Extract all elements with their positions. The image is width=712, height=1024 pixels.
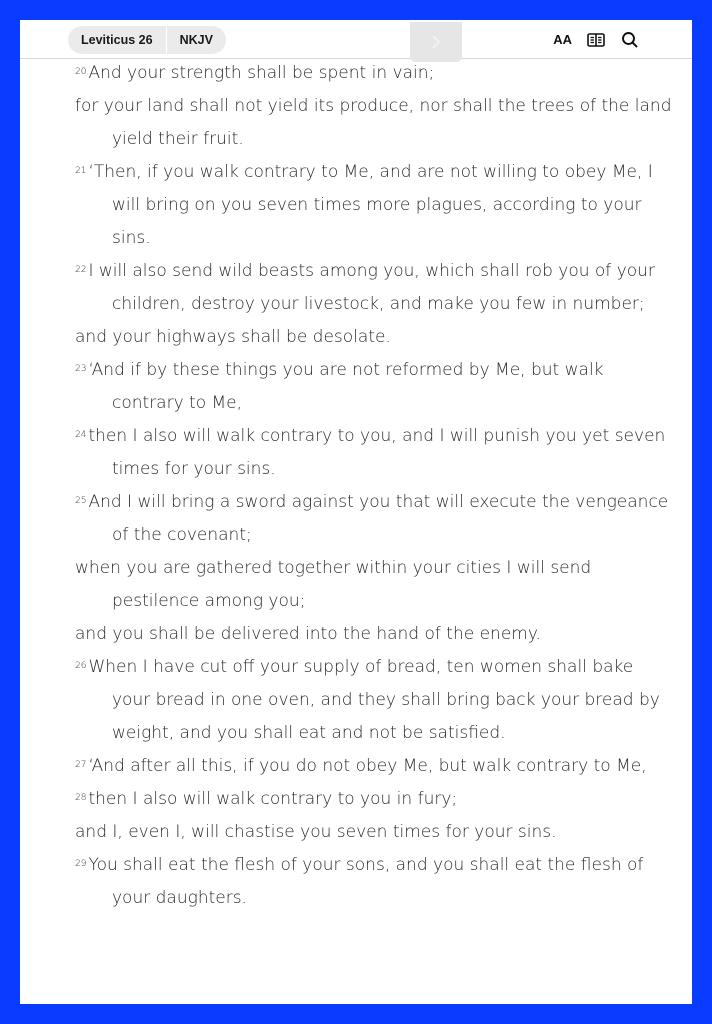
- book-chapter-button[interactable]: Leviticus 26: [81, 33, 153, 47]
- reference-selector: [68, 26, 226, 54]
- verse-text: and I, even I, will chastise you seven times for your sins.: [75, 822, 557, 842]
- verse-text: When I have cut off your supply of bread, ten women shall bake your bread in one oven, and they shall bring back your bread by weight, and you shall eat and not be satisfied.: [88, 657, 660, 743]
- verse-line[interactable]: [75, 420, 675, 486]
- font-size-button[interactable]: [553, 32, 572, 48]
- verse-number: 26: [75, 661, 87, 671]
- verse-number: 25: [75, 496, 87, 506]
- verse-number: 20: [75, 67, 87, 77]
- verse-number: 22: [75, 265, 87, 275]
- verse-line[interactable]: [75, 486, 675, 552]
- version-button[interactable]: NKJV: [179, 33, 213, 47]
- verse-line[interactable]: [75, 156, 675, 255]
- book-icon: [587, 33, 605, 47]
- font-size-icon: AA: [553, 32, 572, 47]
- verse-text: I will also send wild beasts among you, which shall rob you of your children, destroy your livestock, and make you few in number;: [88, 261, 655, 314]
- verse-text: ‘And if by these things you are not reformed by Me, but walk contrary to Me,: [88, 360, 604, 413]
- verse-text: for your land shall not yield its produce, nor shall the trees of the land yield their fruit.: [75, 96, 672, 149]
- verse-line[interactable]: [75, 255, 675, 321]
- top-bar: [20, 20, 692, 59]
- verse-text: ‘Then, if you walk contrary to Me, and are not willing to obey Me, I will bring on you seven times more plagues, according to your sins.: [88, 162, 653, 248]
- verse-line[interactable]: [75, 651, 675, 750]
- toolbar-icons: [553, 30, 640, 50]
- search-button[interactable]: [620, 30, 640, 50]
- verse-text: And I will bring a sword against you that will execute the vengeance of the covenant;: [88, 492, 669, 545]
- chapter-text: [75, 57, 675, 915]
- verse-number: 28: [75, 793, 87, 803]
- parallel-view-button[interactable]: [586, 30, 606, 50]
- verse-line[interactable]: [75, 552, 675, 618]
- verse-text: You shall eat the flesh of your sons, and you shall eat the flesh of your daughters.: [88, 855, 644, 908]
- chevron-right-icon: [431, 34, 441, 50]
- next-chapter-button[interactable]: [410, 22, 462, 62]
- verse-text: then I also will walk contrary to you, and I will punish you yet seven times for your sins.: [88, 426, 666, 479]
- verse-text: when you are gathered together within your cities I will send pestilence among you;: [75, 558, 592, 611]
- verse-number: 29: [75, 859, 87, 869]
- verse-line[interactable]: [75, 783, 675, 816]
- verse-text: And your strength shall be spent in vain;: [88, 63, 435, 83]
- verse-text: ‘And after all this, if you do not obey Me, but walk contrary to Me,: [88, 756, 647, 776]
- verse-line[interactable]: [75, 57, 675, 90]
- verse-line[interactable]: [75, 354, 675, 420]
- verse-line[interactable]: [75, 849, 675, 915]
- verse-number: 24: [75, 430, 87, 440]
- verse-line[interactable]: [75, 618, 675, 651]
- verse-number: 23: [75, 364, 87, 374]
- verse-text: and your highways shall be desolate.: [75, 327, 391, 347]
- verse-line[interactable]: [75, 90, 675, 156]
- verse-line[interactable]: [75, 750, 675, 783]
- verse-number: 21: [75, 166, 87, 176]
- verse-text: then I also will walk contrary to you in fury;: [88, 789, 458, 809]
- verse-line[interactable]: [75, 321, 675, 354]
- reader-page: [20, 20, 692, 1004]
- search-icon: [621, 31, 639, 49]
- verse-line[interactable]: [75, 816, 675, 849]
- verse-text: and you shall be delivered into the hand of the enemy.: [75, 624, 541, 644]
- verse-number: 27: [75, 760, 87, 770]
